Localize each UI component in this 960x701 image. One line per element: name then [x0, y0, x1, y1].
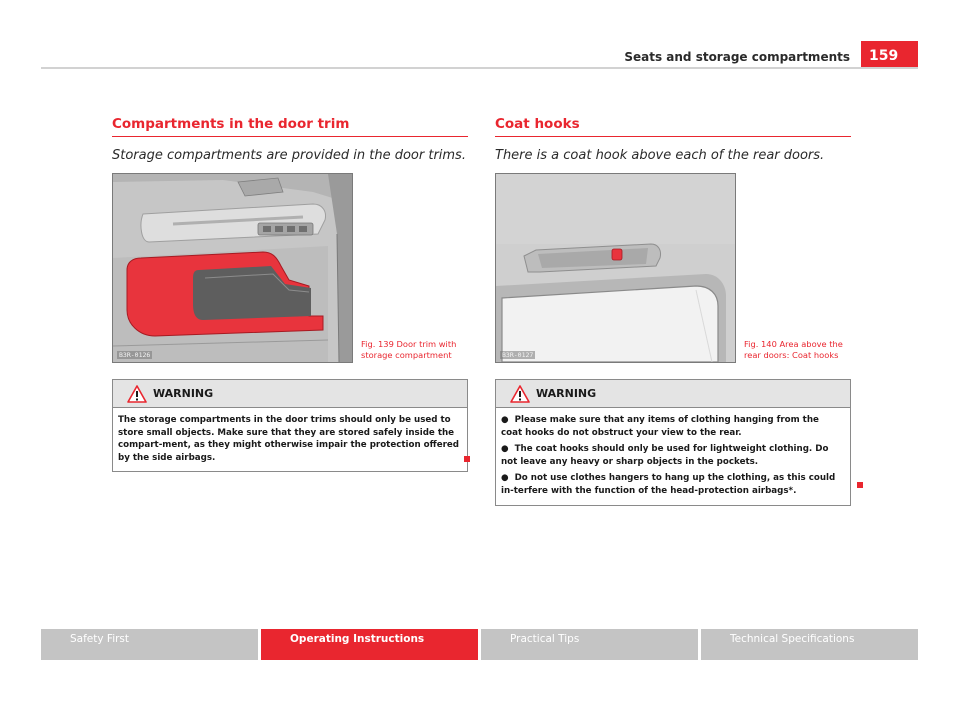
section-door-trim	[112, 116, 468, 463]
warning-label: WARNING	[153, 387, 214, 400]
bullet-icon: ●	[501, 415, 509, 425]
warning-item	[501, 472, 842, 497]
figure-caption-140: Fig. 140 Area above the rear doors: Coat hooks	[744, 339, 843, 360]
warning-item	[501, 443, 842, 468]
warning-label: WARNING	[536, 387, 597, 400]
header-rule	[41, 67, 918, 69]
warning-item-text: Do not use clothes hangers to hang up the clothing, as this could in-terfere with the function of the head-protection airbags*.	[501, 473, 836, 496]
figure-140	[495, 173, 851, 363]
warning-item-text: Please make sure that any items of clothing hanging from the coat hooks do not obstruct your view to the rear.	[501, 415, 819, 438]
tab-safety-first[interactable]: Safety First	[41, 629, 258, 660]
bullet-icon: ●	[501, 444, 509, 455]
warning-triangle-icon	[510, 385, 530, 403]
section-intro-coat-hooks: There is a coat hook above each of the rear doors.	[495, 148, 825, 163]
section-heading-coat-hooks: Coat hooks	[495, 116, 851, 137]
warning-item-text: The coat hooks should only be used for lightweight clothing. Do not leave any heavy or sharp objects in the pockets.	[501, 444, 829, 467]
warning-item	[501, 414, 842, 439]
figure-139	[112, 173, 468, 363]
tab-technical-specifications[interactable]: Technical Specifications	[701, 629, 918, 660]
bullet-icon: ●	[501, 473, 509, 484]
figure-caption-139: Fig. 139 Door trim with storage compartment	[361, 339, 457, 360]
end-of-section-marker	[857, 482, 863, 488]
warning-body	[113, 408, 467, 471]
figure-code-140: B3R-0127	[502, 351, 534, 359]
tab-operating-instructions[interactable]: Operating Instructions	[261, 629, 478, 660]
section-coat-hooks	[495, 116, 851, 496]
warning-box-coat-hooks	[495, 379, 851, 506]
section-intro-door-trim: Storage compartments are provided in the door trims.	[112, 148, 466, 163]
warning-text: The storage compartments in the door trims should only be used to store small objects. Make sure that they are stored safely inside the compart-ment, as they might otherwise impair the protection offered by the side airbags.	[118, 415, 459, 463]
coat-hook-illustration	[495, 173, 736, 363]
warning-header	[496, 380, 850, 408]
figure-code-139: B3R-0126	[119, 351, 151, 359]
warning-box-door-trim	[112, 379, 468, 472]
warning-header	[113, 380, 467, 408]
chapter-tabs	[41, 629, 918, 660]
end-of-section-marker	[464, 456, 470, 462]
warning-triangle-icon	[127, 385, 147, 403]
page-number: 159	[861, 41, 918, 67]
door-trim-illustration	[112, 173, 353, 363]
section-heading-door-trim: Compartments in the door trim	[112, 116, 468, 137]
warning-body	[496, 408, 850, 505]
tab-practical-tips[interactable]: Practical Tips	[481, 629, 698, 660]
running-header-title: Seats and storage compartments	[624, 50, 850, 64]
